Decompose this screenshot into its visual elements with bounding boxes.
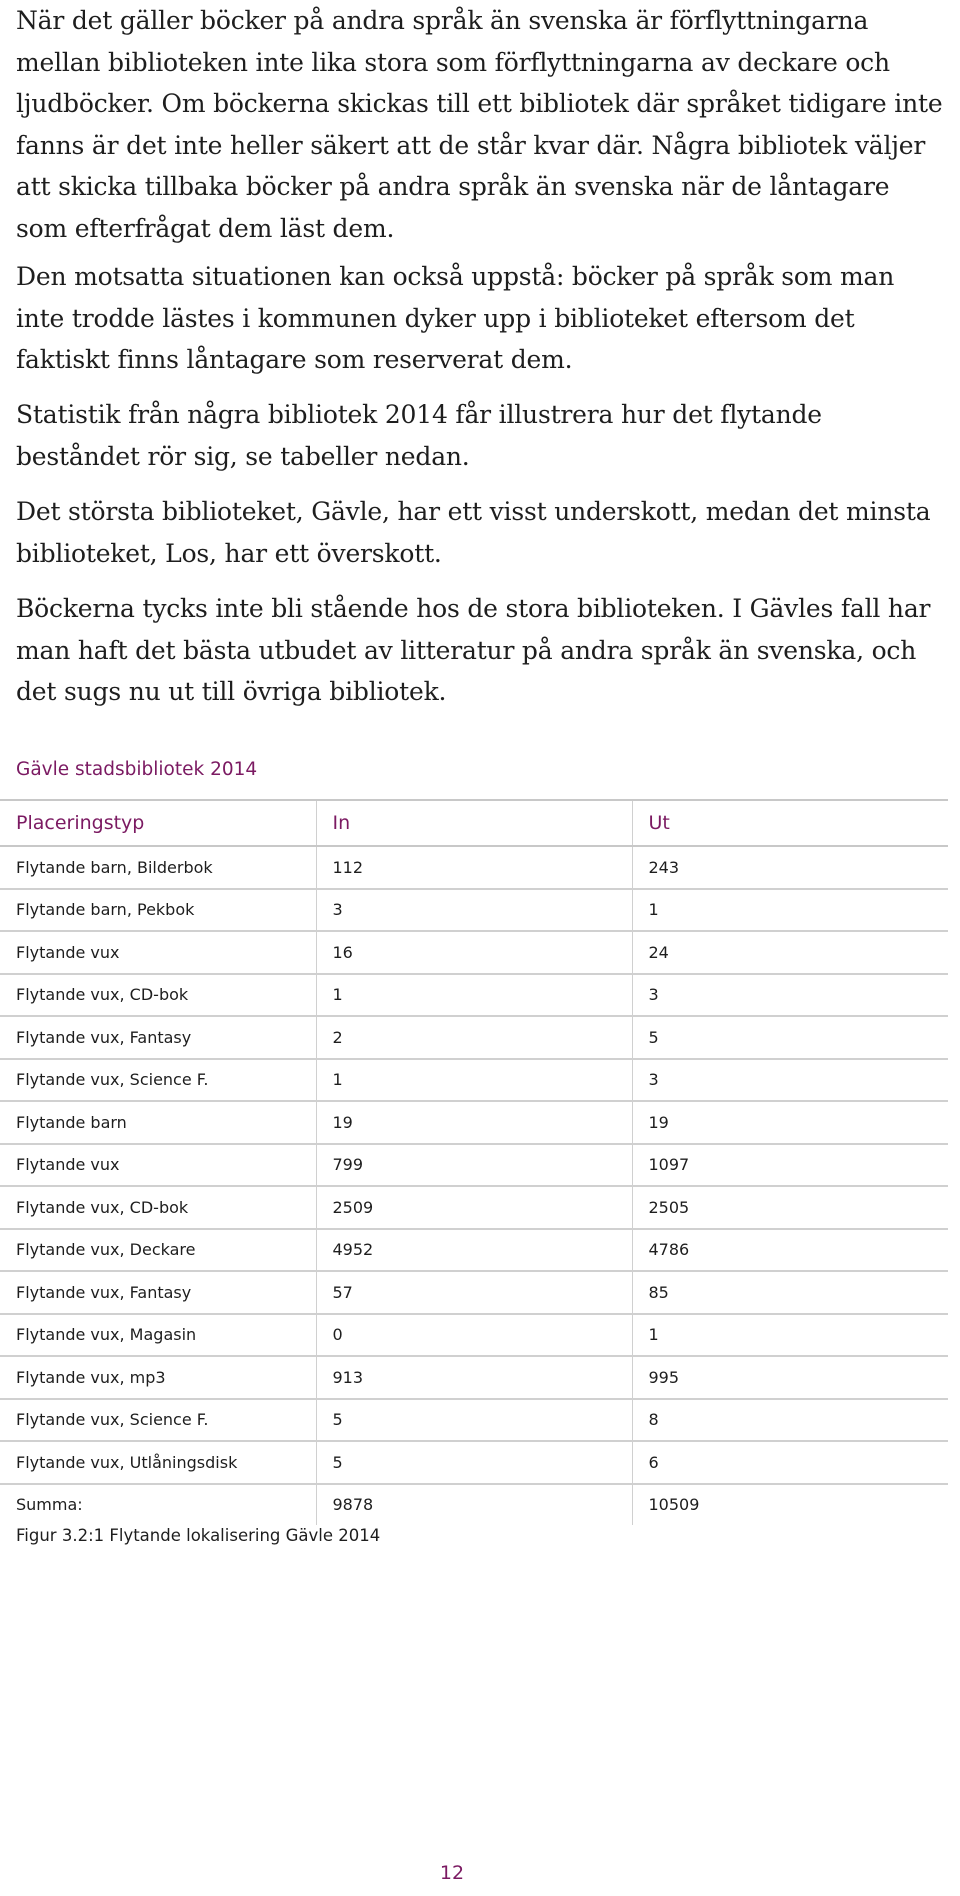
sum-in: 9878 <box>316 1484 632 1525</box>
table-row <box>0 1229 948 1272</box>
body-paragraph: Den motsatta situationen kan också uppstå: böcker på språk som man inte trodde lästes i kommunen dyker upp i biblioteket eftersom det faktiskt finns låntagare som reserverat dem. <box>16 262 895 374</box>
cell-in: 3 <box>316 889 632 932</box>
table-row <box>0 1186 948 1229</box>
column-header-placeringstyp: Placeringstyp <box>0 800 316 846</box>
cell-placeringstyp: Flytande vux, Fantasy <box>0 1016 316 1059</box>
table-row <box>0 1144 948 1187</box>
cell-ut: 2505 <box>632 1186 948 1229</box>
cell-in: 112 <box>316 846 632 889</box>
cell-placeringstyp: Flytande barn <box>0 1101 316 1144</box>
cell-placeringstyp: Flytande barn, Bilderbok <box>0 846 316 889</box>
cell-ut: 4786 <box>632 1229 948 1272</box>
cell-placeringstyp: Flytande vux, Fantasy <box>0 1271 316 1314</box>
cell-ut: 3 <box>632 1059 948 1102</box>
body-paragraph: När det gäller böcker på andra språk än svenska är förflyttningarna mellan biblioteken inte lika stora som förflyttningarna av deckare och ljudböcker. Om böckerna skickas till ett bibliotek där språket tidigare inte fanns är det inte heller säkert att de står kvar där. Några bibliotek väljer att skicka tillbaka böcker på andra språk än svenska när de låntagare som efterfrågat dem läst dem. <box>16 6 943 243</box>
body-paragraph: Det största biblioteket, Gävle, har ett visst underskott, medan det minsta biblioteket, Los, har ett överskott. <box>16 497 931 568</box>
cell-in: 5 <box>316 1399 632 1442</box>
cell-ut: 5 <box>632 1016 948 1059</box>
table-row <box>0 1356 948 1399</box>
table-row <box>0 1314 948 1357</box>
table-row <box>0 1399 948 1442</box>
data-table <box>0 799 948 1525</box>
table-row <box>0 1441 948 1484</box>
page-number: 12 <box>439 1862 465 1884</box>
cell-ut: 24 <box>632 931 948 974</box>
table-row <box>0 1271 948 1314</box>
figure-caption: Figur 3.2:1 Flytande lokalisering Gävle 2014 <box>16 1526 381 1545</box>
column-header-ut: Ut <box>632 800 948 846</box>
cell-in: 799 <box>316 1144 632 1187</box>
cell-placeringstyp: Flytande vux, Utlåningsdisk <box>0 1441 316 1484</box>
table-row <box>0 931 948 974</box>
cell-in: 2 <box>316 1016 632 1059</box>
table-row <box>0 889 948 932</box>
cell-ut: 85 <box>632 1271 948 1314</box>
cell-in: 4952 <box>316 1229 632 1272</box>
cell-placeringstyp: Flytande vux, CD-bok <box>0 1186 316 1229</box>
table-row <box>0 974 948 1017</box>
sum-label: Summa: <box>16 1495 83 1514</box>
cell-in: 1 <box>316 1059 632 1102</box>
cell-ut: 19 <box>632 1101 948 1144</box>
table-row <box>0 1059 948 1102</box>
cell-ut: 243 <box>632 846 948 889</box>
sum-ut: 10509 <box>632 1484 948 1525</box>
cell-in: 16 <box>316 931 632 974</box>
table-title: Gävle stadsbibliotek 2014 <box>16 759 258 780</box>
cell-placeringstyp: Flytande vux, Science F. <box>0 1399 316 1442</box>
body-paragraph: Böckerna tycks inte bli stående hos de stora biblioteken. I Gävles fall har man haft det bästa utbudet av litteratur på andra språk än svenska, och det sugs nu ut till övriga bibliotek. <box>16 594 931 706</box>
cell-in: 1 <box>316 974 632 1017</box>
cell-in: 0 <box>316 1314 632 1357</box>
cell-placeringstyp: Flytande vux, Deckare <box>0 1229 316 1272</box>
cell-in: 57 <box>316 1271 632 1314</box>
cell-in: 5 <box>316 1441 632 1484</box>
cell-placeringstyp: Flytande vux, Science F. <box>0 1059 316 1102</box>
cell-ut: 8 <box>632 1399 948 1442</box>
cell-ut: 1 <box>632 889 948 932</box>
cell-in: 19 <box>316 1101 632 1144</box>
table-header-row <box>0 800 948 846</box>
cell-placeringstyp: Flytande vux, CD-bok <box>0 974 316 1017</box>
body-paragraph: Statistik från några bibliotek 2014 får illustrera hur det flytande beståndet rör sig, se tabeller nedan. <box>16 400 822 471</box>
cell-placeringstyp: Flytande vux, Magasin <box>0 1314 316 1357</box>
table-row <box>0 1101 948 1144</box>
cell-ut: 6 <box>632 1441 948 1484</box>
table-sum-row <box>0 1484 948 1525</box>
column-header-in: In <box>316 800 632 846</box>
table-row <box>0 1016 948 1059</box>
cell-ut: 1 <box>632 1314 948 1357</box>
cell-in: 913 <box>316 1356 632 1399</box>
cell-placeringstyp: Flytande vux <box>0 931 316 974</box>
table-row <box>0 846 948 889</box>
cell-placeringstyp: Flytande vux <box>0 1144 316 1187</box>
cell-placeringstyp: Flytande barn, Pekbok <box>0 889 316 932</box>
cell-ut: 995 <box>632 1356 948 1399</box>
cell-placeringstyp: Flytande vux, mp3 <box>0 1356 316 1399</box>
cell-in: 2509 <box>316 1186 632 1229</box>
cell-ut: 3 <box>632 974 948 1017</box>
cell-ut: 1097 <box>632 1144 948 1187</box>
